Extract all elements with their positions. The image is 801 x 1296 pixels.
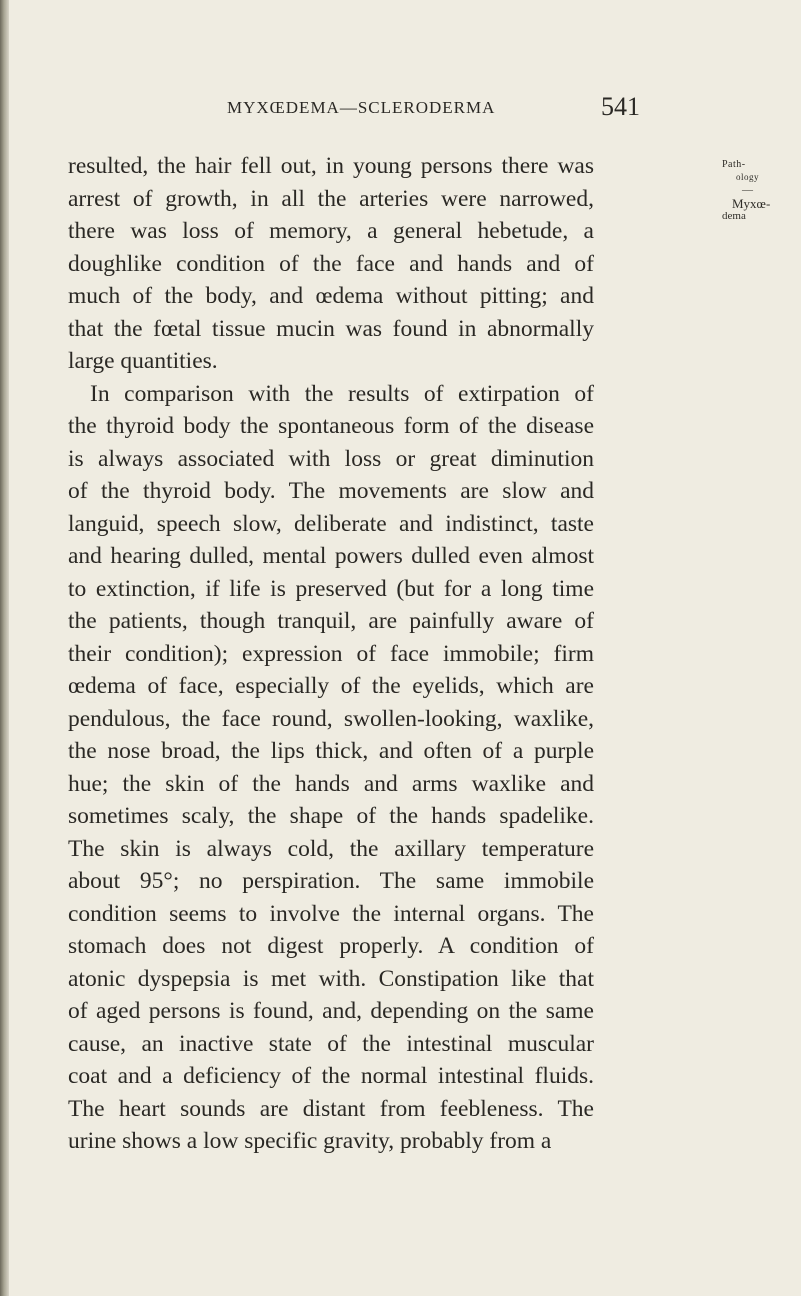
text-line: arrest of growth, in all the arteries were narrowed, [68,185,594,212]
margin-note-line: — [742,184,753,196]
text-line: large quantities. [68,348,218,374]
text-line: stomach does not digest properly. A condition of [68,933,594,959]
margin-note-line: Path- [722,159,746,170]
body-text [68,150,594,1158]
text-line: hue; the skin of the hands and arms waxlike and [68,770,594,797]
text-line: of the thyroid body. The movements are slow and [68,478,594,504]
text-line: œdema of face, especially of the eyelids, which are [68,673,594,699]
text-line: is always associated with loss or great diminution [68,445,594,472]
text-line: about 95°; no perspiration. The same immobile [68,868,594,894]
text-line: and hearing dulled, mental powers dulled even almost [68,543,594,569]
margin-note-line: dema [722,210,746,222]
text-line: condition seems to involve the internal organs. The [68,900,594,927]
text-line: resulted, the hair fell out, in young persons there was [68,153,594,179]
text-line: In comparison with the results of extirpation of [90,380,594,407]
text-line: their condition); expression of face immobile; firm [68,640,594,667]
running-title: MYXŒDEMA—SCLERODERMA [227,98,496,117]
text-line: doughlike condition of the face and hands and of [68,250,594,277]
text-line: coat and a deficiency of the normal intestinal fluids. [68,1063,594,1089]
text-line: The skin is always cold, the axillary temperature [68,835,594,862]
text-line: urine shows a low specific gravity, probably from a [68,1128,552,1154]
page-edge [0,0,9,1296]
text-line: the nose broad, the lips thick, and often of a purple [68,738,594,764]
margin-note-line: Myxœ- [732,196,771,211]
text-line: sometimes scaly, the shape of the hands spadelike. [68,803,594,829]
margin-note [722,158,801,223]
text-line: cause, an inactive state of the intestinal muscular [68,1030,594,1057]
text-line: The heart sounds are distant from feebleness. The [68,1095,594,1122]
text-line: languid, speech slow, deliberate and indistinct, taste [68,510,594,537]
text-line: much of the body, and œdema without pitting; and [68,283,594,309]
text-line: atonic dyspepsia is met with. Constipation like that [68,965,594,992]
text-line: the patients, though tranquil, are painfully aware of [68,608,594,634]
text-line: that the fœtal tissue mucin was found in abnormally [68,315,594,342]
page-number: 541 [601,92,640,121]
text-line: to extinction, if life is preserved (but for a long time [68,575,594,602]
text-line: the thyroid body the spontaneous form of the disease [68,413,594,439]
margin-note-line: ology [736,172,760,182]
page-header [0,92,801,126]
text-line: pendulous, the face round, swollen-looking, waxlike, [68,705,594,732]
text-line: there was loss of memory, a general hebetude, a [68,218,594,244]
text-line: of aged persons is found, and, depending on the same [68,998,594,1024]
